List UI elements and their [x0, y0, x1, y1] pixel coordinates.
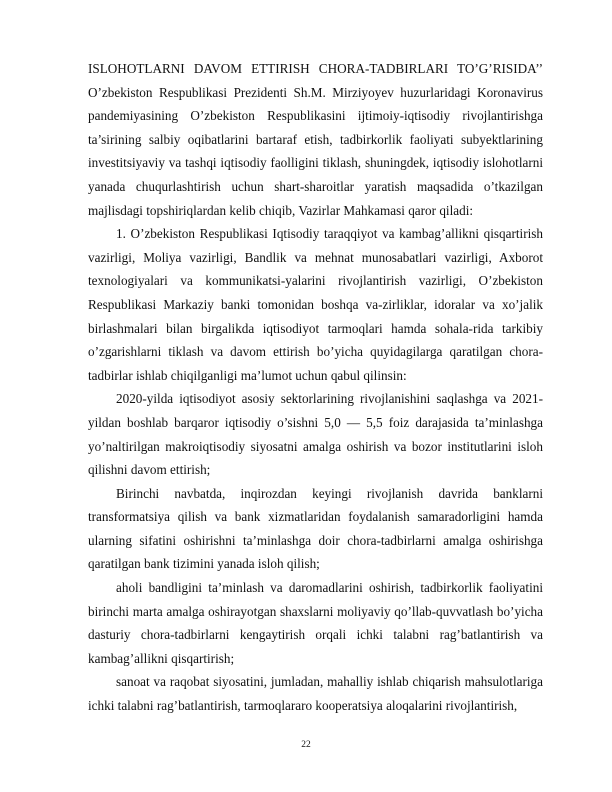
page-number: 22 — [301, 740, 311, 750]
paragraph-industrial-policy: sanoat va raqobat siyosatini, jumladan, mahalliy ishlab chiqarish mahsulotlariga ichki talabni rag’batlantirish, tarmoqlararo kooperatsiya aloqalarini rivojlantirish, — [88, 674, 543, 714]
page-body — [88, 57, 543, 718]
paragraph-bank-reform: Birinchi navbatda, inqirozdan keyingi rivojlanish davrida banklarni transformatsiya qilish va bank xizmatlaridan foydalanish samaradorligini hamda ularning sifatini oshirishni ta’minlashga doir chora-tadbirlarni amalga oshirishga qaratilgan bank tizimini yanada isloh qilish; — [88, 485, 543, 572]
paragraph-macroeconomic-policy: 2020-yilda iqtisodiyot asosiy sektorlarining rivojlanishini saqlashga va 2021-yildan boshlab barqaror iqtisodiy o’sishni 5,0 — 5,5 foiz darajasida ta’minlashga yo’naltirilgan makroiqtisodiy siyosatni amalga oshirish va bozor institutlarini isloh qilishni davom ettirish; — [88, 391, 543, 478]
paragraph-intro: ISLOHOTLARNI DAVOM ETTIRISH CHORA-TADBIRLARI TO’G’RISIDA’’ O’zbekiston Respublikasi Prezidenti Sh.M. Mirziyoyev huzurlaridagi Koronavirus pandemiyasining O’zbekiston Respublikasini ijtimoiy-iqtisodiy rivojlantirishga ta’sirining salbiy oqibatlarini bartaraf etish, tadbirkorlik faoliyati subyektlarining investitsiyaviy va tashqi iqtisodiy faolligini tiklash, shuningdek, iqtisodiy islohotlarni yanada chuqurlashtirish uchun shart-sharoitlar yaratish maqsadida o’tkazilgan majlisdagi topshiriqlardan kelib chiqib, Vazirlar Mahkamasi qaror qiladi: — [88, 61, 543, 218]
paragraph-employment: aholi bandligini ta’minlash va daromadlarini oshirish, tadbirkorlik faoliyatini birinchi marta amalga oshirayotgan shaxslarni moliyaviy qo’llab-quvvatlash bo’yicha dasturiy chora-tadbirlarni kengaytirish orqali ichki talabni rag’batlantirish va kambag’allikni qisqartirish; — [88, 580, 543, 666]
paragraph-item-1: 1. O’zbekiston Respublikasi Iqtisodiy taraqqiyot va kambag’allikni qisqartirish vazirligi, Moliya vazirligi, Bandlik va mehnat munosabatlari vazirligi, Axborot texnologiyalari va kommunikatsi-yalarini rivojlantirish vazirligi, O’zbekiston Respublikasi Markaziy banki tomonidan boshqa va-zirliklar, idoralar va xo’jalik birlashmalari bilan birgalikda iqtisodiyot tarmoqlari hamda sohala-rida tarkibiy o’zgarishlarni tiklash va davom ettirish bo’yicha quyidagilarga qaratilgan chora-tadbirlar ishlab chiqilganligi ma’lumot uchun qabul qilinsin: — [88, 226, 543, 383]
